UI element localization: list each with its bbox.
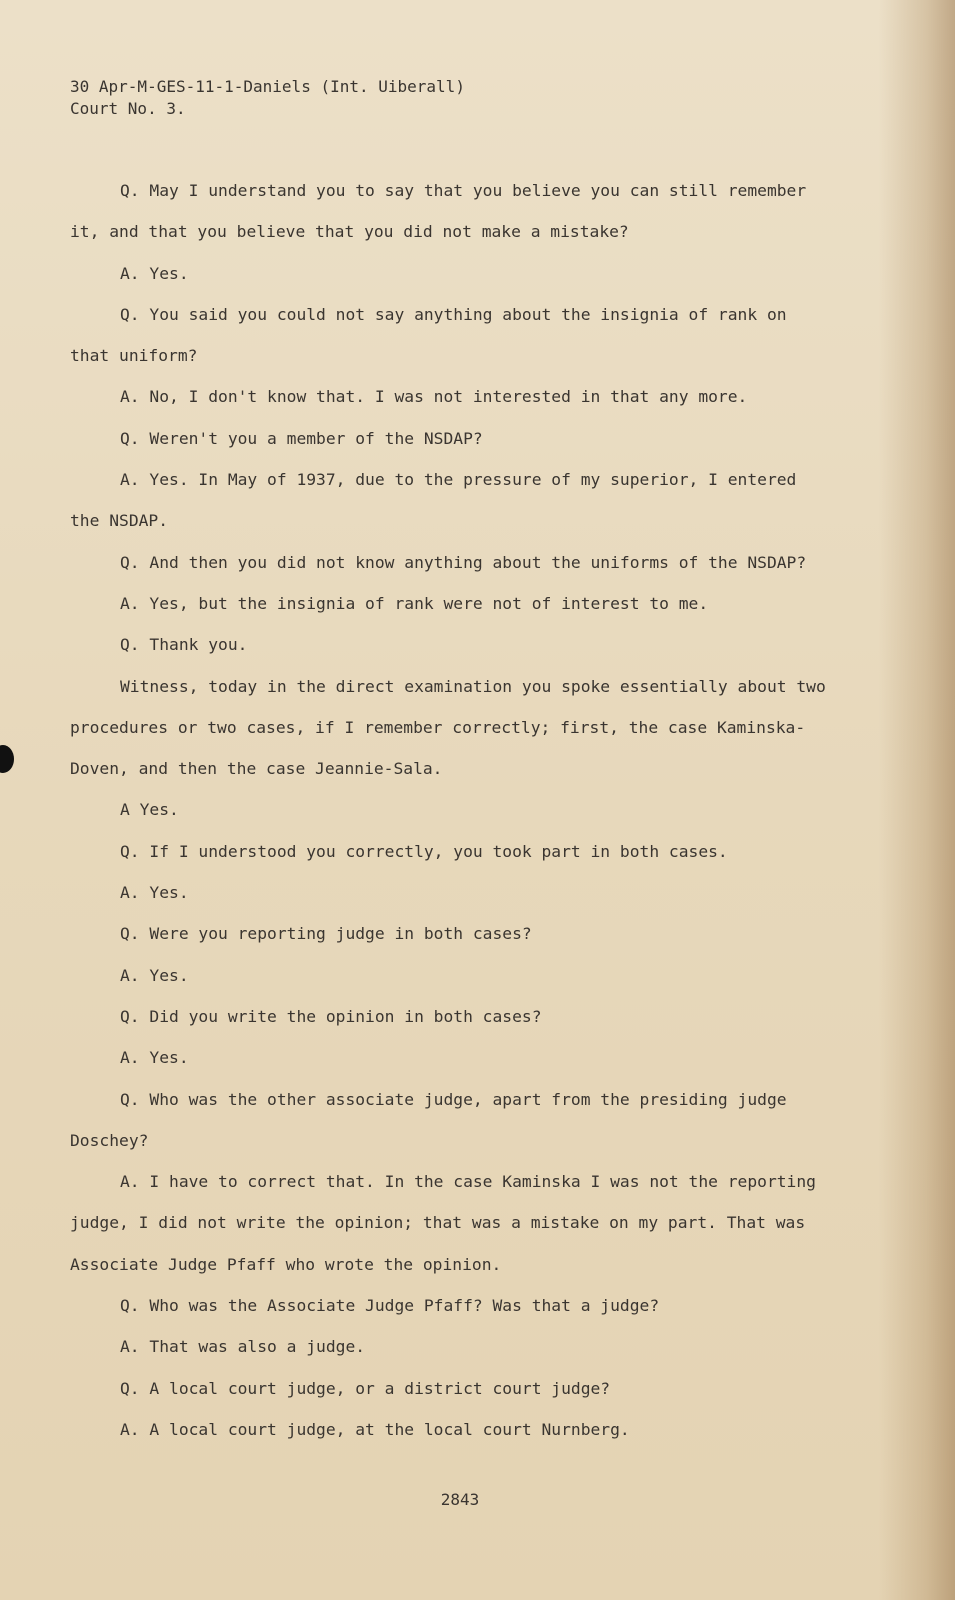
transcript-paragraph: Q. May I understand you to say that you believe you can still remember it, and that you believe that you did not make a mistake? bbox=[70, 181, 807, 242]
transcript-paragraph: Q. Who was the Associate Judge Pfaff? Was that a judge? bbox=[120, 1296, 660, 1316]
transcript-paragraph: Q. And then you did not know anything about the uniforms of the NSDAP? bbox=[120, 552, 807, 572]
transcript-paragraph: A. Yes. bbox=[120, 1048, 189, 1068]
transcript-paragraph: Witness, today in the direct examination you spoke essentially about two procedures or two cases, if I remember correctly; first, the case Kaminska-Doven, and then the case Jeannie-Sala. bbox=[70, 676, 826, 779]
transcript-body bbox=[70, 170, 830, 1450]
transcript-paragraph: Q. Thank you. bbox=[120, 635, 248, 655]
transcript-paragraph: Q. Weren't you a member of the NSDAP? bbox=[120, 428, 483, 448]
transcript-paragraph: A. That was also a judge. bbox=[120, 1337, 366, 1357]
transcript-paragraph: A. Yes. bbox=[120, 263, 189, 283]
transcript-paragraph: Q. Were you reporting judge in both cases? bbox=[120, 924, 532, 944]
transcript-paragraph: A. A local court judge, at the local court Nurnberg. bbox=[120, 1419, 630, 1439]
transcript-paragraph: Q. Who was the other associate judge, apart from the presiding judge Doschey? bbox=[70, 1089, 787, 1150]
transcript-paragraph: Q. Did you write the opinion in both cases? bbox=[120, 1006, 542, 1026]
transcript-paragraph: A. Yes. In May of 1937, due to the pressure of my superior, I entered the NSDAP. bbox=[70, 470, 797, 531]
transcript-paragraph: A. Yes. bbox=[120, 883, 189, 903]
page-number: 2843 bbox=[440, 1490, 480, 1509]
header-line-1: 30 Apr-M-GES-11-1-Daniels (Int. Uiberall) bbox=[70, 77, 465, 96]
transcript-paragraph: A. Yes, but the insignia of rank were not of interest to me. bbox=[120, 593, 709, 613]
transcript-paragraph: A Yes. bbox=[120, 800, 179, 820]
transcript-paragraph: Q. A local court judge, or a district court judge? bbox=[120, 1378, 611, 1398]
transcript-paragraph: A. I have to correct that. In the case Kaminska I was not the reporting judge, I did not write the opinion; that was a mistake on my part. That was Associate Judge Pfaff who wrote the opinion. bbox=[70, 1172, 816, 1274]
document-header bbox=[70, 76, 465, 120]
header-line-2: Court No. 3. bbox=[70, 99, 186, 118]
transcript-paragraph: A. No, I don't know that. I was not interested in that any more. bbox=[120, 387, 748, 407]
transcript-paragraph: Q. If I understood you correctly, you took part in both cases. bbox=[120, 841, 728, 861]
transcript-paragraph: A. Yes. bbox=[120, 965, 189, 985]
punch-hole bbox=[0, 745, 14, 773]
transcript-paragraph: Q. You said you could not say anything about the insignia of rank on that uniform? bbox=[70, 304, 787, 366]
